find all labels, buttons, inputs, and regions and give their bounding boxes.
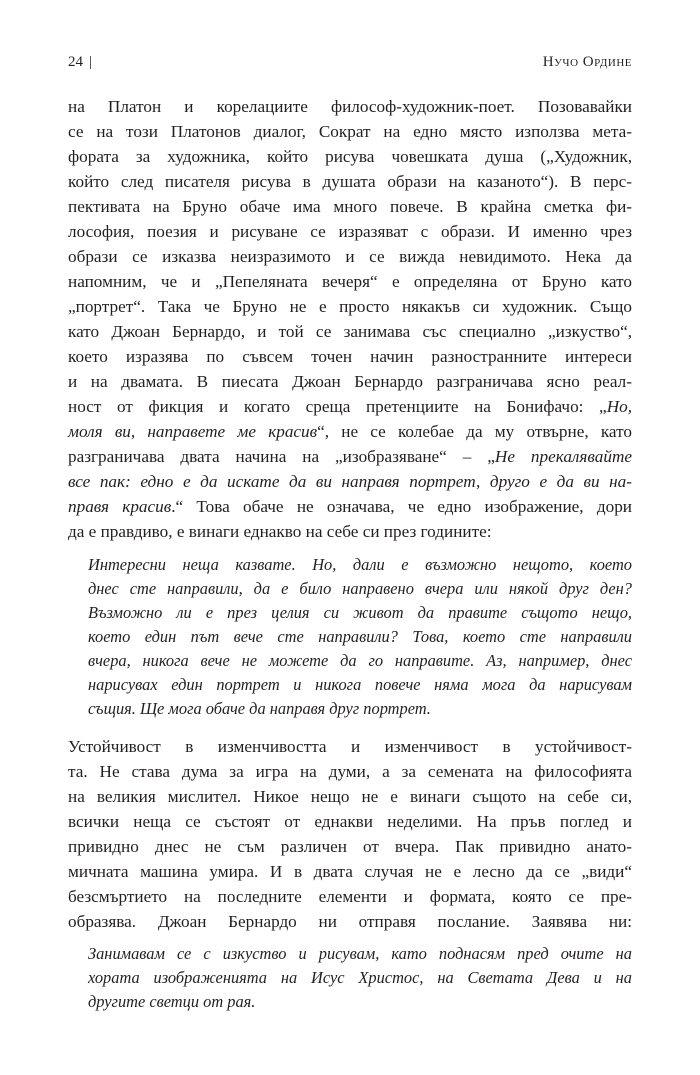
running-head-author: Нучо Ордине xyxy=(542,54,632,70)
text-line: все пак: едно е да искате да ви направя портрет, друго е да ви на- xyxy=(68,472,632,491)
quote-line: днес сте направили, да е било направено вчера или някой друг ден? xyxy=(88,579,632,598)
text-line: напомним, че и „Пепеляната вечеря“ е определяна от Бруно като xyxy=(68,272,632,291)
quote-line: вчера, никога вече не можете да го направите. Аз, например, днес xyxy=(88,651,632,670)
paragraph-1 xyxy=(68,94,632,544)
text-line: „портрет“. Така че Бруно не е просто някакъв си художник. Също xyxy=(68,297,632,316)
text-line: на великия мислител. Никое нещо не е винаги същото на себе си, xyxy=(68,787,632,806)
quote-line: хората изображенията на Исус Христос, на Светата Дева и на xyxy=(88,968,632,987)
text-line: мичната машина умира. И в двата случая не е лесно да се „види“ xyxy=(68,862,632,881)
page-header xyxy=(68,54,632,74)
page-number-value: 24 xyxy=(68,54,83,70)
text-line: та. Не става дума за игра на думи, а за семената на философията xyxy=(68,762,632,781)
text-line: моля ви, направете ме красив“, не се колебае да му отвърне, като xyxy=(68,422,632,441)
paragraph-2 xyxy=(68,734,632,934)
quote-line: Занимавам се с изкуство и рисувам, като поднасям пред очите на xyxy=(88,944,632,963)
text-line: безсмъртието на последните елементи и формата, която се пре- xyxy=(68,887,632,906)
text-line: Устойчивост в изменчивостта и изменчивост в устойчивост- xyxy=(68,737,632,756)
text-line: лософия, поезия и рисуване се изразяват с образи. И именно чрез xyxy=(68,222,632,241)
quote-line: Възможно ли е през целия си живот да правите същото нещо, xyxy=(88,603,632,622)
text-line: привидно днес не съм различен от вчера. Пак привидно анато- xyxy=(68,837,632,856)
text-line: и на двамата. В пиесата Джоан Бернардо разграничава ясно реал- xyxy=(68,372,632,391)
text-line: да е правдиво, е винаги еднакво на себе си през годините: xyxy=(68,522,492,541)
text-line: който след писателя рисува в душата образи на казаното“). В перс- xyxy=(68,172,632,191)
text-line: фората за художника, който рисува човешката душа („Художник, xyxy=(68,147,632,166)
text-line: образи се изказва неизразимото и се вижда невидимото. Нека да xyxy=(68,247,632,266)
text-line: разграничава двата начина на „изобразяване“ – „Не прекалявайте xyxy=(68,447,632,466)
quote-line: нарисувах един портрет и никога повече няма мога да нарисувам xyxy=(88,675,632,694)
page-body xyxy=(68,94,632,1014)
text-line: правя красив.“ Това обаче не означава, че едно изображение, дори xyxy=(68,497,632,516)
text-line: се на този Платонов диалог, Сократ на едно място използва мета- xyxy=(68,122,632,141)
text-line: като Джоан Бернардо, и той се занимава със специално „изкуство“, xyxy=(68,322,632,341)
quote-line: Интересни неща казвате. Но, дали е възможно нещото, което xyxy=(88,555,632,574)
quote-line: същия. Ще мога обаче да направя друг портрет. xyxy=(88,699,431,718)
text-line: на Платон и корелациите философ-художник-поет. Позовавайки xyxy=(68,97,632,116)
block-quote-2 xyxy=(88,942,632,1014)
quote-line: другите светци от рая. xyxy=(88,992,256,1011)
header-separator: | xyxy=(89,54,93,70)
text-line: което изразява по съвсем точен начин разностранните интереси xyxy=(68,347,632,366)
text-line: пективата на Бруно обаче има много повече. В крайна сметка фи- xyxy=(68,197,632,216)
block-quote-1 xyxy=(88,553,632,721)
text-line: ност от фикция и когато среща претенциите на Бонифачо: „Но, xyxy=(68,397,632,416)
quote-line: което един път вече сте направили? Това, което сте направили xyxy=(88,627,632,646)
text-line: образява. Джоан Бернардо ни отправя послание. Заявява ни: xyxy=(68,912,632,931)
page-number xyxy=(68,54,92,71)
text-line: всички неща се състоят от еднакви неделими. На пръв поглед и xyxy=(68,812,632,831)
